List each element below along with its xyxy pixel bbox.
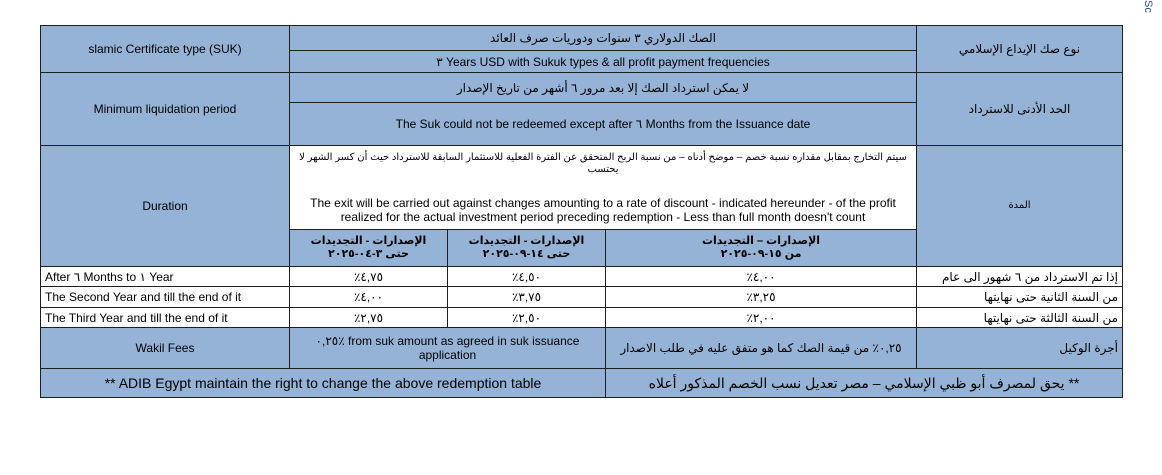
rate-row — [41, 308, 1123, 328]
liquidation-label-ar: الحد الأدنى للاسترداد — [917, 73, 1123, 146]
rate-period-en: The Second Year and till the end of it — [41, 287, 290, 308]
rate-value: ٣,٧٥٪ — [448, 287, 606, 308]
rate-value: ٤,٠٠٪ — [606, 267, 917, 287]
duration-desc-en: The exit will be carried out against changes amounting to a rate of discount - indicated hereunder - of the profit realized for the actual investment period preceding redemption - Less than full month doesn't count — [310, 196, 896, 224]
issuance-header-3-date: من ١٥-٠٩-٢٠٢٥ — [720, 248, 802, 260]
type-label-ar: نوع صك الإيداع الإسلامي — [917, 26, 1123, 73]
issuance-header-2 — [448, 230, 606, 267]
rate-row — [41, 287, 1123, 308]
issuance-header-2-title: الإصدارات - التجديدات — [468, 235, 585, 247]
liquidation-desc-en: The Suk could not be redeemed except after ٦ Months from the Issuance date — [290, 103, 917, 146]
rate-period-en: After ٦ Months to ١ Year — [41, 267, 290, 287]
issuance-header-1 — [290, 230, 448, 267]
type-desc-ar: الصك الدولاري ٣ سنوات ودوريات صرف العائد — [290, 26, 917, 51]
rate-value: ٤,٧٥٪ — [290, 267, 448, 287]
rate-value: ٢,٠٠٪ — [606, 308, 917, 328]
liquidation-row — [41, 73, 1123, 103]
wakil-label-ar: أجرة الوكيل — [917, 328, 1123, 369]
issuance-header-1-date: حتى ٣-٠٤-٢٠٢٥ — [328, 248, 409, 260]
duration-desc-ar: سيتم التخارج بمقابل مقداره نسبة خصم – موضح أدناه – من نسبة الربح المتحقق عن الفترة الفعلية للاستثمار السابقة للاسترداد حيث أن كسر الشهر لا يحتسب — [299, 152, 907, 175]
rate-value: ٢,٧٥٪ — [290, 308, 448, 328]
rate-period-ar: من السنة الثانية حتى نهايتها — [917, 287, 1123, 308]
duration-label-ar: المدة — [917, 146, 1123, 267]
rate-value: ٤,٥٠٪ — [448, 267, 606, 287]
issuance-header-3 — [606, 230, 917, 267]
wakil-desc-ar: ٠,٢٥٪ من قيمة الصك كما هو متفق عليه في طلب الاصدار — [606, 328, 917, 369]
duration-desc — [290, 146, 917, 230]
duration-row — [41, 146, 1123, 230]
footer-note-ar: ** يحق لمصرف أبو ظبي الإسلامي – مصر تعديل نسب الخصم المذكور أعلاه — [606, 369, 1123, 398]
wakil-label-en: Wakil Fees — [41, 328, 290, 369]
issuance-header-2-date: حتى ١٤-٠٩-٢٠٢٥ — [482, 248, 571, 260]
liquidation-desc-ar: لا يمكن استرداد الصك إلا بعد مرور ٦ أشهر من تاريخ الإصدار — [290, 73, 917, 103]
rate-period-en: The Third Year and till the end of it — [41, 308, 290, 328]
rate-value: ٤,٠٠٪ — [290, 287, 448, 308]
wakil-row — [41, 328, 1123, 369]
footer-row — [41, 369, 1123, 398]
duration-label-en: Duration — [41, 146, 290, 267]
footer-note-en: ** ADIB Egypt maintain the right to change the above redemption table — [41, 369, 606, 398]
issuance-header-1-title: الإصدارات - التجديدات — [310, 235, 427, 247]
rate-value: ٣,٢٥٪ — [606, 287, 917, 308]
rate-row — [41, 267, 1123, 287]
redemption-table — [40, 25, 1123, 398]
type-row — [41, 26, 1123, 51]
wakil-desc-en: ٠,٢٥٪ from suk amount as agreed in suk issuance application — [290, 328, 606, 369]
edge-mark-text: Sc — [1142, 0, 1154, 13]
type-label-en: slamic Certificate type (SUK) — [41, 26, 290, 73]
rate-period-ar: من السنة الثالثة حتى نهايتها — [917, 308, 1123, 328]
rate-period-ar: إذا تم الاسترداد من ٦ شهور الى عام — [917, 267, 1123, 287]
type-desc-en: ٣ Years USD with Sukuk types & all profit payment frequencies — [290, 51, 917, 73]
redemption-sheet — [40, 25, 1122, 412]
issuance-header-3-title: الإصدارات – التجديدات — [701, 235, 821, 247]
liquidation-label-en: Minimum liquidation period — [41, 73, 290, 146]
rate-value: ٢,٥٠٪ — [448, 308, 606, 328]
